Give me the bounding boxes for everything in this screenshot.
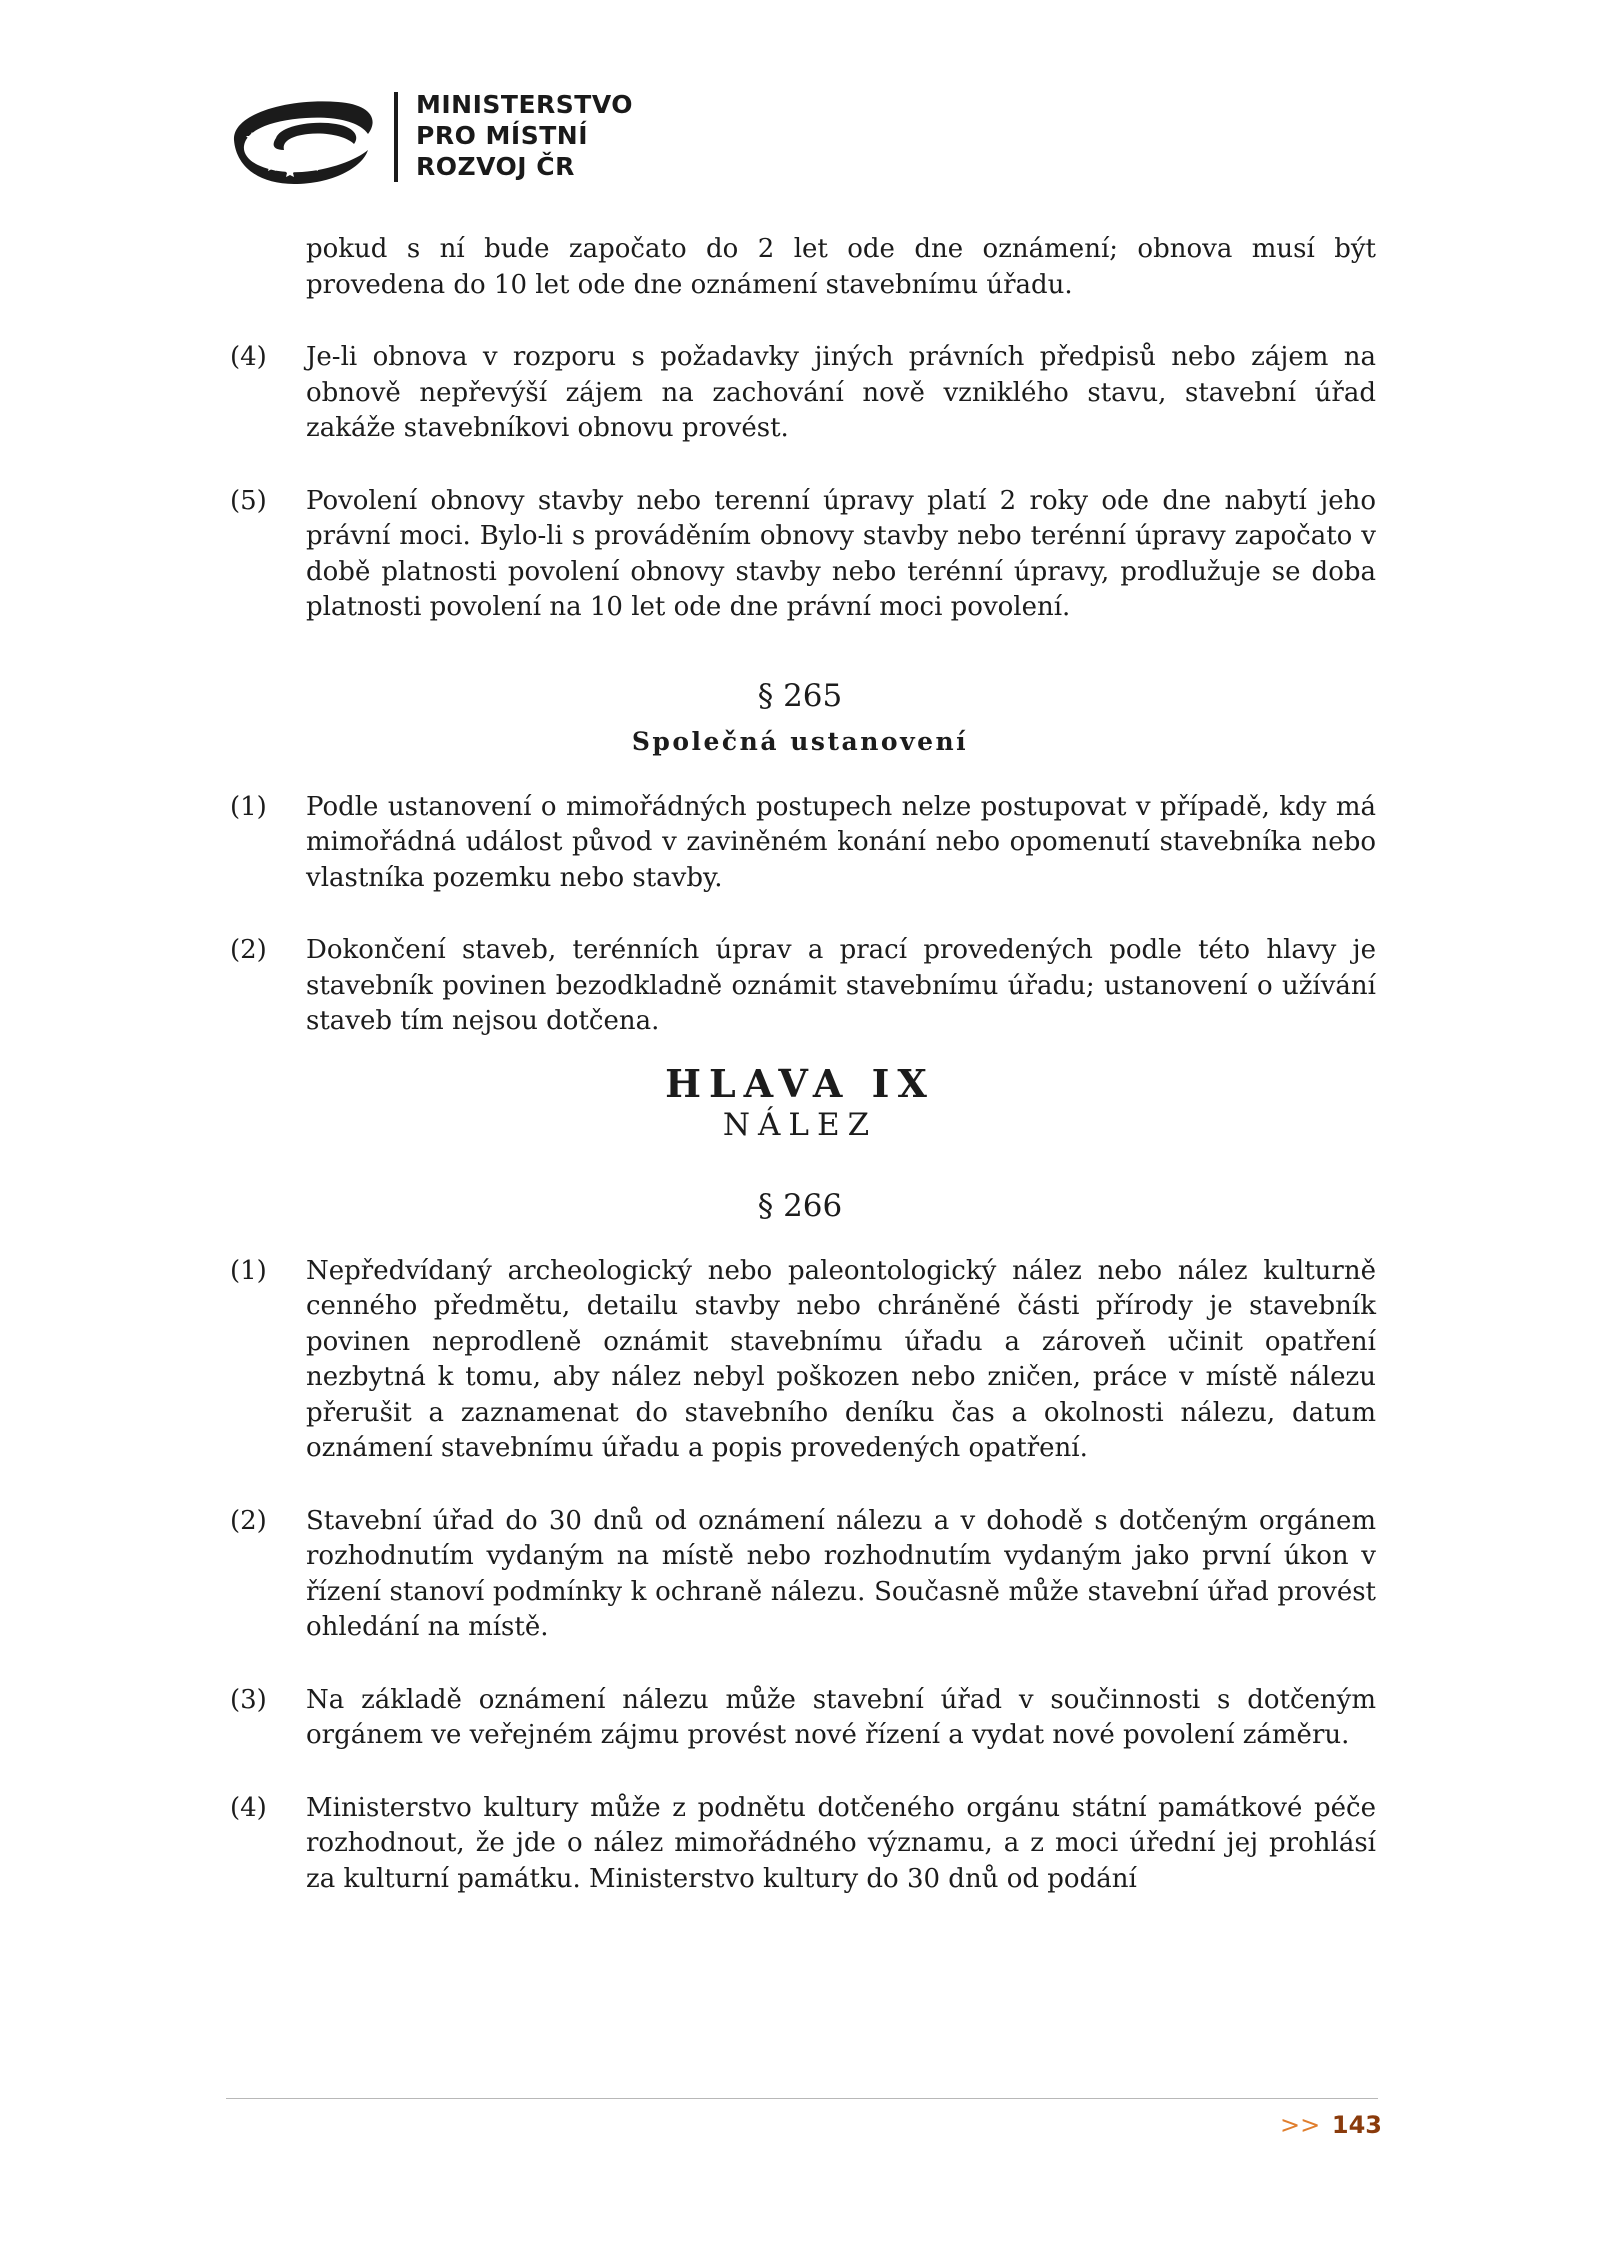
paragraph-text: Podle ustanovení o mimořádných postupech nelze postupovat v případě, kdy má mimořádná událost původ v zaviněném konání nebo opomenutí stavebníka nebo vlastníka pozemku nebo stavby. bbox=[306, 791, 1376, 893]
section-266-paragraph-2 bbox=[230, 1504, 1376, 1646]
paragraph-number: (1) bbox=[230, 1255, 267, 1286]
section-266-paragraph-3 bbox=[230, 1683, 1376, 1754]
paragraph-number: (5) bbox=[230, 485, 267, 516]
paragraph-4 bbox=[230, 340, 1376, 447]
org-name-line-1: MINISTERSTVO bbox=[416, 90, 634, 119]
paragraph-continuation bbox=[306, 232, 1376, 303]
organization-name bbox=[416, 89, 633, 182]
paragraph-text: Je-li obnova v rozporu s požadavky jiných právních předpisů nebo zájem na obnově nepřevýší zájem na zachování nově vzniklého stavu, stavební úřad zakáže stavebníkovi obnovu provést. bbox=[306, 342, 1376, 443]
paragraph-text: Nepředvídaný archeologický nebo paleontologický nález nebo nález kulturně cenného předmětu, detailu stavby nebo chráněné části přírody je stavebník povinen neprodleně oznámit stavebnímu úřadu a zároveň učinit opatření nezbytná k tomu, aby nález nebyl poškozen nebo zničen, práce v místě nálezu přerušit a zaznamenat do stavebního deníku čas a okolnosti nálezu, datum oznámení stavebnímu úřadu a popis provedených opatření. bbox=[306, 1255, 1376, 1463]
page-number bbox=[1280, 2110, 1382, 2140]
document-body bbox=[0, 232, 1600, 1897]
chapter-subheading: NÁLEZ bbox=[722, 1106, 878, 1143]
section-265-heading: Společná ustanovení bbox=[631, 726, 969, 756]
footer-divider bbox=[226, 2098, 1378, 2099]
section-265-title: § 265 bbox=[757, 677, 843, 714]
paragraph-text: Na základě oznámení nálezu může stavební úřad v součinnosti s dotčeným orgánem ve veřejném zájmu provést nové řízení a vydat nové povolení záměru. bbox=[306, 1684, 1376, 1750]
paragraph-number: (4) bbox=[230, 1792, 267, 1823]
paragraph-text: Stavební úřad do 30 dnů od oznámení nálezu a v dohodě s dotčeným orgánem rozhodnutím vydaným na místě nebo rozhodnutím vydaným jako první úkon v řízení stanoví podmínky k ochraně nálezu. Současně může stavební úřad provést ohledání na místě. bbox=[306, 1505, 1376, 1642]
paragraph-text: Ministerstvo kultury může z podnětu dotčeného orgánu státní památkové péče rozhodnout, že jde o nález mimořádného významu, a z moci úřední jej prohlásí za kulturní památku. Ministerstvo kultury do 30 dnů od podání bbox=[306, 1792, 1376, 1894]
section-266-paragraph-4 bbox=[230, 1791, 1376, 1898]
paragraph-number: (3) bbox=[230, 1684, 267, 1715]
paragraph-5 bbox=[230, 484, 1376, 626]
header-divider bbox=[394, 92, 398, 182]
section-265-paragraph-1 bbox=[230, 790, 1376, 897]
org-name-line-2: PRO MÍSTNÍ bbox=[416, 121, 588, 150]
page-arrows: >> bbox=[1280, 2111, 1321, 2139]
section-266-title: § 266 bbox=[757, 1187, 843, 1224]
chapter-heading: HLAVA IX bbox=[665, 1060, 935, 1106]
ministry-logo bbox=[228, 92, 380, 186]
paragraph-number: (2) bbox=[230, 935, 267, 965]
section-265-paragraph-2 bbox=[230, 933, 1376, 1040]
org-name-line-3: ROZVOJ ČR bbox=[416, 152, 575, 181]
page-header bbox=[228, 86, 748, 186]
paragraph-text: Dokončení staveb, terénních úprav a prací provedených podle této hlavy je stavebník povinen bezodkladně oznámit stavebnímu úřadu; ustanovení o užívání staveb tím nejsou dotčena. bbox=[306, 935, 1376, 1036]
paragraph-text: Povolení obnovy stavby nebo terenní úpravy platí 2 roky ode dne nabytí jeho právní moci. Bylo-li s prováděním obnovy stavby nebo terénní úpravy započato v době platnosti povolení obnovy stavby nebo terénní úpravy, prodlužuje se doba platnosti povolení na 10 let ode dne právní moci povolení. bbox=[306, 485, 1376, 622]
paragraph-text: pokud s ní bude započato do 2 let ode dne oznámení; obnova musí být provedena do 10 let ode dne oznámení stavebnímu úřadu. bbox=[306, 234, 1376, 300]
section-266-paragraph-1 bbox=[230, 1254, 1376, 1467]
paragraph-number: (1) bbox=[230, 791, 267, 822]
paragraph-number: (4) bbox=[230, 342, 267, 372]
page-number-value: 143 bbox=[1331, 2111, 1382, 2139]
paragraph-number: (2) bbox=[230, 1505, 267, 1536]
